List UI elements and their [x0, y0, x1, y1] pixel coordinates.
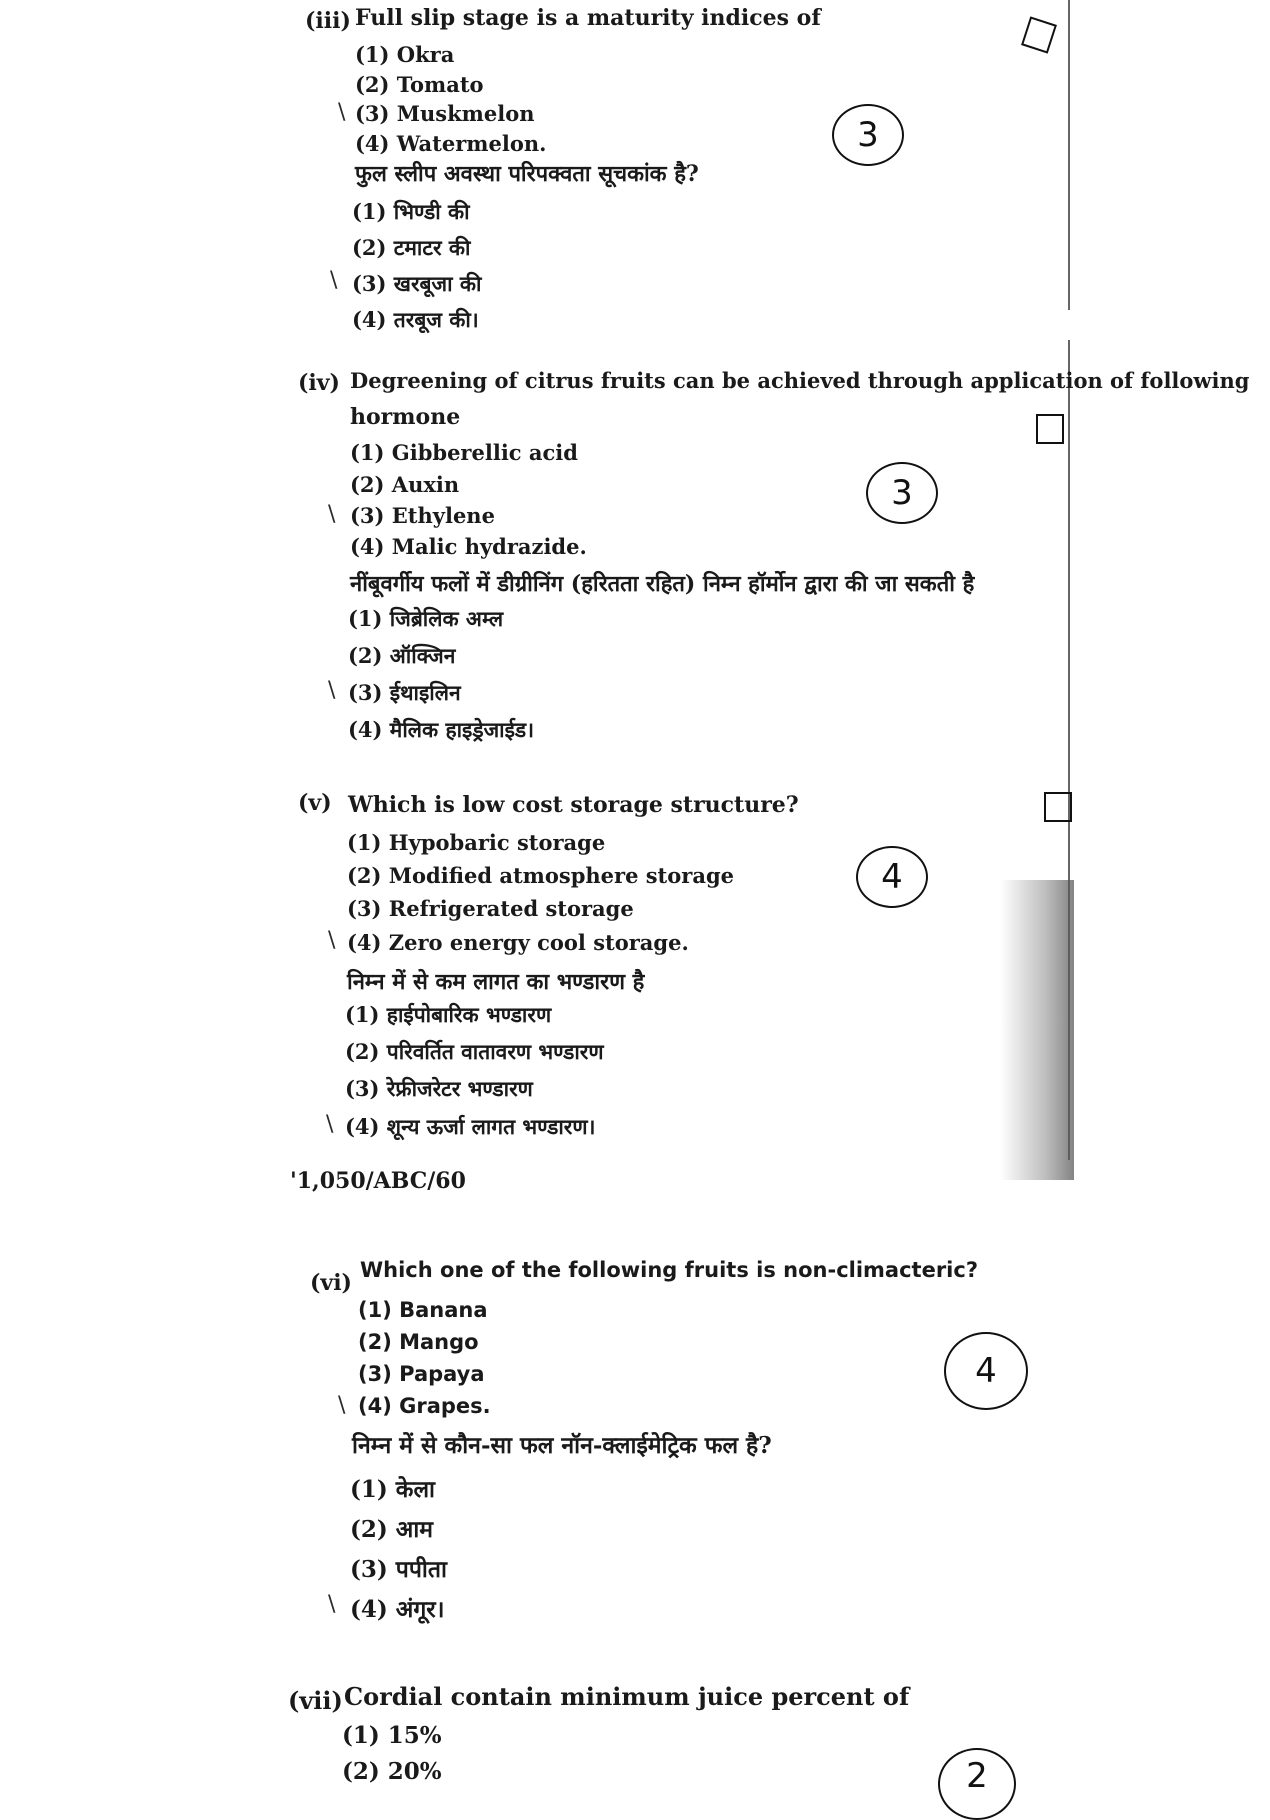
answer-circle: 3 [832, 104, 904, 166]
option-en-2: (2) Tomato [355, 72, 484, 97]
page-edge-line [1068, 0, 1070, 310]
option-hi-4: (4) शून्य ऊर्जा लागत भण्डारण। [345, 1114, 596, 1139]
option-en-4: (4) Zero energy cool storage. [347, 930, 689, 955]
question-text-en: Cordial contain minimum juice percent of [344, 1682, 910, 1711]
option-en-1: (1) 15% [342, 1722, 442, 1749]
question-number: (vi) [310, 1270, 352, 1296]
question-text-en: Full slip stage is a maturity indices of [355, 5, 821, 31]
answer-circle: 4 [944, 1332, 1028, 1410]
option-hi-2: (2) परिवर्तित वातावरण भण्डारण [345, 1039, 604, 1064]
option-en-2: (2) 20% [342, 1758, 442, 1785]
question-text-hi: निम्न में से कम लागत का भण्डारण है [347, 969, 645, 995]
question-text-en-line1: Degreening of citrus fruits can be achieved through application of following [350, 368, 1250, 393]
question-text-en: Which is low cost storage structure? [348, 792, 799, 818]
option-en-3: (3) Ethylene [350, 503, 495, 528]
option-hi-3: (3) पपीता [350, 1556, 447, 1583]
option-en-2: (2) Auxin [350, 472, 460, 497]
option-hi-2: (2) ऑक्जिन [348, 643, 456, 668]
option-en-4: (4) Watermelon. [355, 131, 547, 156]
tick-mark-icon: \ [338, 100, 346, 125]
option-hi-3: (3) खरबूजा की [352, 271, 482, 296]
question-text-hi: फुल स्लीप अवस्था परिपक्वता सूचकांक है? [355, 161, 699, 187]
option-hi-1: (1) हाईपोबारिक भण्डारण [345, 1002, 552, 1027]
page-code: '1,050/ABC/60 [290, 1168, 466, 1194]
option-hi-3: (3) रेफ्रीजरेटर भण्डारण [345, 1076, 533, 1101]
tick-mark-icon: \ [328, 928, 336, 953]
option-en-1: (1) Banana [358, 1298, 488, 1322]
tick-mark-icon: \ [328, 502, 336, 527]
option-en-1: (1) Gibberellic acid [350, 440, 578, 465]
option-hi-1: (1) जिब्रेलिक अम्ल [348, 606, 504, 631]
option-en-2: (2) Mango [358, 1330, 479, 1354]
option-en-3: (3) Muskmelon [355, 101, 535, 126]
tick-mark-icon: \ [326, 1112, 334, 1137]
answer-box [1021, 16, 1057, 53]
scan-shadow [1000, 880, 1074, 1180]
option-en-4: (4) Malic hydrazide. [350, 534, 587, 559]
answer-circle: 4 [856, 846, 928, 908]
question-text-hi: निम्न में से कौन-सा फल नॉन-क्लाईमेट्रिक फल है? [352, 1432, 772, 1459]
option-en-1: (1) Okra [355, 42, 455, 67]
option-en-4: (4) Grapes. [358, 1394, 491, 1418]
tick-mark-icon: \ [328, 1592, 336, 1617]
option-hi-2: (2) आम [350, 1516, 434, 1543]
option-hi-3: (3) ईथाइलिन [348, 680, 461, 705]
option-hi-1: (1) केला [350, 1476, 435, 1503]
question-number: (v) [298, 790, 332, 816]
option-hi-1: (1) भिण्डी की [352, 199, 470, 224]
question-number: (iii) [305, 8, 351, 34]
answer-circle: 3 [866, 462, 938, 524]
answer-box [1044, 792, 1072, 822]
option-hi-2: (2) टमाटर की [352, 235, 471, 260]
question-number: (vii) [288, 1686, 343, 1715]
option-en-3: (3) Refrigerated storage [347, 896, 634, 921]
option-hi-4: (4) तरबूज की। [352, 307, 479, 332]
option-en-1: (1) Hypobaric storage [347, 830, 606, 855]
tick-mark-icon: \ [330, 268, 338, 293]
option-en-3: (3) Papaya [358, 1362, 485, 1386]
question-text-en-line2: hormone [350, 404, 461, 430]
option-hi-4: (4) मैलिक हाइड्रेजाईड। [348, 717, 535, 742]
tick-mark-icon: \ [328, 678, 336, 703]
question-text-en: Which one of the following fruits is non-climacteric? [360, 1258, 979, 1282]
option-hi-4: (4) अंगूर। [350, 1596, 445, 1623]
question-number: (iv) [298, 370, 340, 396]
tick-mark-icon: \ [338, 1393, 346, 1418]
answer-circle: 2 [938, 1748, 1016, 1820]
answer-box [1036, 414, 1064, 444]
question-text-hi: नींबूवर्गीय फलों में डीग्रीनिंग (हरितता रहित) निम्न हॉर्मोन द्वारा की जा सकती है [350, 571, 975, 597]
option-en-2: (2) Modified atmosphere storage [347, 863, 734, 888]
